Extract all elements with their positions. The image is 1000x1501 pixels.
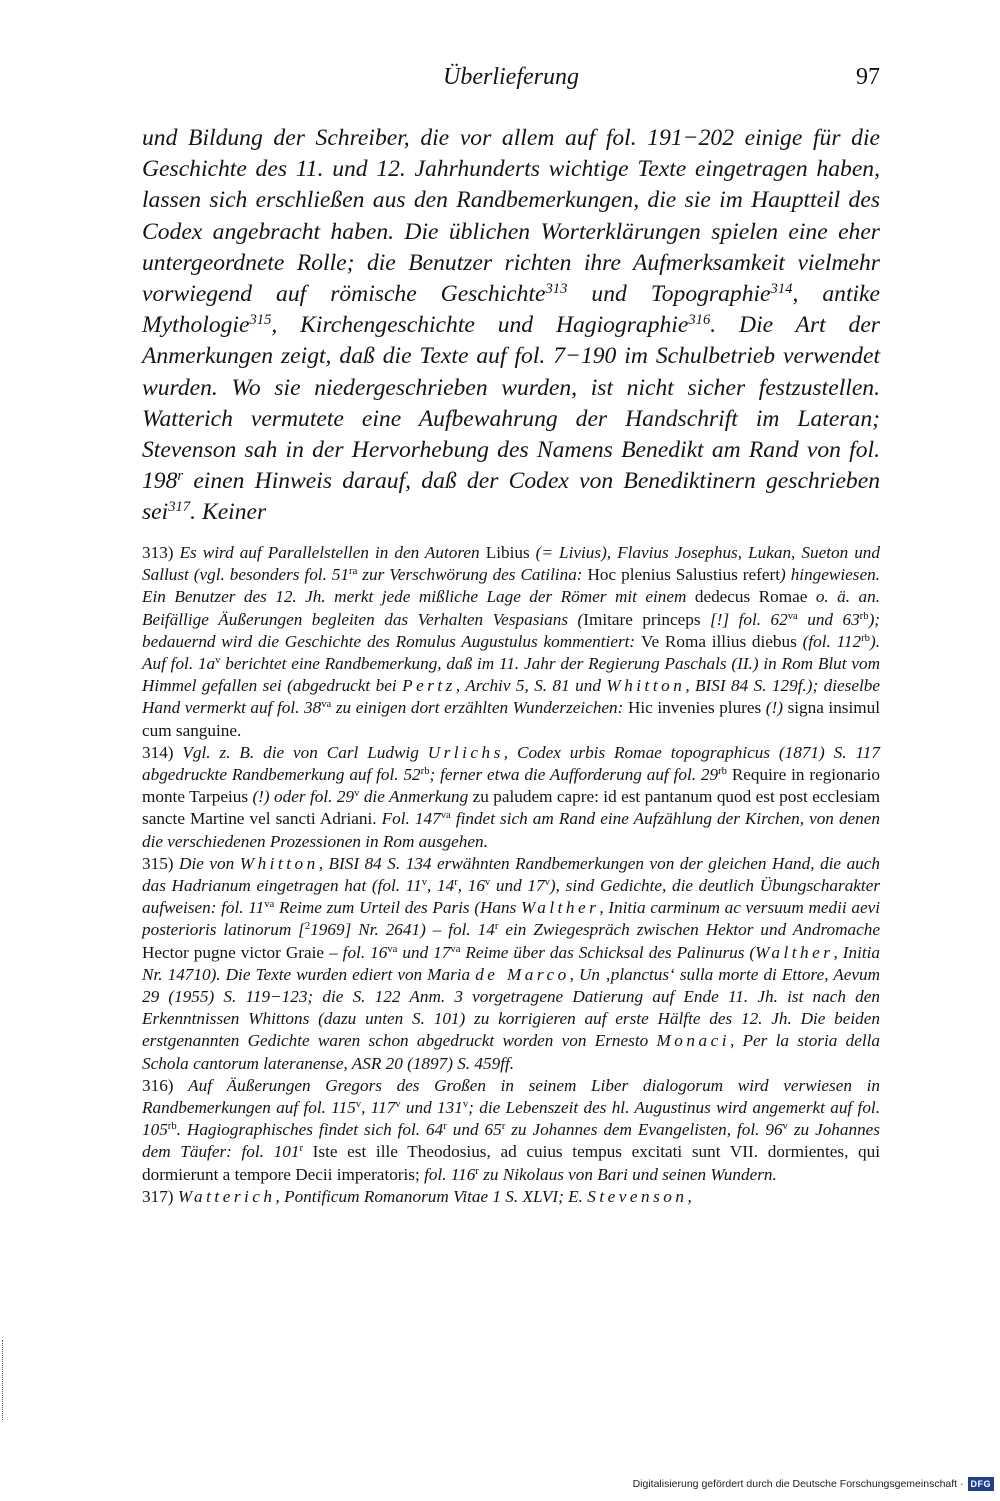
superscript: v xyxy=(355,1099,362,1111)
superscript: r xyxy=(299,1143,303,1155)
superscript: ra xyxy=(349,566,358,578)
text-run: berichtet eine Randbemerkung, daß im 11. Jahr der Regierung Paschals (II.) in Rom Blut vom Himmel gefallen sei (abgedruckt bei xyxy=(142,654,880,696)
roman-text-run: 315) xyxy=(142,853,180,873)
text-run: ein Zwiegespräch zwischen Hektor und Andromache xyxy=(498,920,880,940)
superscript: va xyxy=(264,899,275,911)
roman-text-run: Require in regionario monte Tarpeius xyxy=(142,765,880,807)
text-run: (fol. 112 xyxy=(796,631,862,651)
footnote xyxy=(142,542,880,742)
roman-text-run: signa insimul cum sanguine. xyxy=(142,698,880,740)
main-paragraph xyxy=(142,123,880,529)
text-run: Die von xyxy=(179,853,240,873)
text-run: ; ferner etwa die Aufforderung auf fol. 29 xyxy=(429,765,719,785)
superscript: va xyxy=(440,810,451,822)
superscript: r xyxy=(501,1121,506,1133)
author-name: Urlichs xyxy=(427,742,504,762)
superscript: rb xyxy=(420,766,430,778)
text-run xyxy=(303,1142,313,1161)
superscript: rb xyxy=(718,766,727,778)
text-run: Vgl. z. B. die von Carl Ludwig xyxy=(182,742,428,762)
superscript: v xyxy=(782,1121,788,1133)
text-run: , Un ‚planctus‘ sulla morte di Ettore, Aevum 29 (1955) S. 119−123; die S. 122 Anm. 3 vorgetragene Datierung auf Ende 11. Jh. ist nach den Erkenntnissen Whittons (dazu unten S. 101) zu korrigieren auf erste Hälfte des 12. Jh. Die beiden erstgenannten Gedichte waren schon abgedruckt worden von Ernesto xyxy=(142,964,880,1051)
text-run: Fol. 147 xyxy=(376,809,441,829)
superscript: 315 xyxy=(249,312,272,329)
superscript: v xyxy=(462,1099,469,1111)
text-run: und 131 xyxy=(400,1098,463,1118)
roman-text-run: 313) xyxy=(142,543,180,562)
text-run: Es wird auf Parallelstellen in den Autoren xyxy=(179,543,486,562)
footnotes xyxy=(142,542,880,1208)
text-run: ; die Lebenszeit des hl. Augustinus wird angemerkt auf fol. 105 xyxy=(142,1098,880,1140)
text-run: , Kirchengeschichte und Hagiographie xyxy=(271,312,689,339)
running-header xyxy=(142,64,880,100)
text-run: einen Hinweis darauf, daß der Codex von Benediktinern geschrieben sei xyxy=(142,468,880,526)
author-name: Watterich xyxy=(177,1186,276,1206)
superscript: v xyxy=(215,655,221,667)
roman-text-run: Imitare princeps xyxy=(583,609,701,629)
roman-text-run: Iste est ille Theodosius, ad cuius tempus excitati sunt VII. dormientes, qui dormierunt a tempore Decii imperatoris; xyxy=(142,1142,880,1184)
author-name: Monaci xyxy=(656,1031,730,1051)
text-run: , 14 xyxy=(427,876,455,896)
roman-text-run: Hector pugne victor Graie xyxy=(142,942,325,962)
superscript: v xyxy=(395,1099,401,1111)
superscript: va xyxy=(321,699,332,711)
text-run: , Initia carminum ac versuum medii aevi posterioris latinorum [ xyxy=(142,898,880,940)
footnote xyxy=(142,853,880,1075)
text-run: 1969] Nr. 2641) – fol. 14 xyxy=(310,920,495,940)
superscript: 317 xyxy=(168,499,191,516)
superscript: v xyxy=(354,788,360,800)
text-run: ), sind Gedichte, die deutlich Übungscharakter aufweisen: fol. 11 xyxy=(142,876,881,918)
text-run: und 65 xyxy=(446,1120,502,1140)
superscript: rb xyxy=(167,1121,177,1133)
text-run: , Pontificum Romanorum Vitae 1 S. XLVI; E. xyxy=(275,1186,588,1206)
text-run: , 117 xyxy=(361,1098,396,1118)
superscript: 316 xyxy=(688,312,711,329)
superscript: v xyxy=(484,877,491,889)
text-run: , 16 xyxy=(457,876,485,896)
roman-text-run: 317) xyxy=(142,1186,178,1206)
author-name: Stevenson xyxy=(587,1186,688,1206)
digitization-footer xyxy=(633,1475,994,1493)
text-run: , antike Mythologie xyxy=(142,281,880,339)
text-run: [!] fol. 62 xyxy=(700,609,788,629)
roman-text-run: Hoc plenius Salustius refert xyxy=(587,565,781,585)
author-name: Walther xyxy=(755,942,834,962)
text-run: und Bildung der Schreiber, die vor allem auf fol. 191−202 einige für die Geschichte des 11. und 12. Jahrhunderts wichtige Texte eingetragen haben, lassen sich erschließen aus den Randbemerkungen, die sie im Hauptteil des Codex angebracht haben. Die üblichen Worterklärungen spielen eine eher untergeordnete Rolle; die Benutzer richten ihre Aufmerksamkeit vielmehr vorwiegend auf römische Geschichte xyxy=(142,125,880,308)
superscript: 314 xyxy=(770,280,793,297)
superscript: rb xyxy=(861,632,870,644)
text-run: ). Auf fol. 1a xyxy=(142,631,881,674)
footnote xyxy=(142,1075,880,1186)
dfg-logo: DFG xyxy=(968,1477,995,1491)
text-run: , Archiv 5, S. 81 und xyxy=(455,676,607,696)
text-run: . Die Art der Anmerkungen zeigt, daß die Texte auf fol. 7−190 im Schulbetrieb verwendet wurden. Wo sie niedergeschrieben wurden, ist nicht sicher festzustellen. Watterich vermutete eine Aufbewahrung der Handschrift im Lateran; Stevenson sah in der Hervorhebung des Namens Benedikt am Rand von fol. 198 xyxy=(142,312,880,495)
superscript: va xyxy=(450,943,461,955)
text-run: Reime zum Urteil des Paris (Hans xyxy=(274,898,522,918)
text-run: , Per la storia della Schola cantorum lateranense, ASR 20 (1897) S. 459ff. xyxy=(142,1031,880,1073)
text-run: zur Verschwörung des Catilina: xyxy=(357,565,588,585)
roman-text-run: Libius xyxy=(485,543,530,562)
text-run: zu Nikolaus von Bari und seinen Wundern. xyxy=(478,1164,777,1184)
roman-text-run: dedecus Romae xyxy=(694,587,808,607)
footnote xyxy=(142,1186,880,1208)
superscript: r xyxy=(494,921,499,933)
footer-credit: Digitalisierung gefördert durch die Deutsche Forschungsgemeinschaft · xyxy=(632,1478,964,1490)
text-run: fol. 116 xyxy=(419,1164,476,1184)
superscript: r xyxy=(454,877,458,889)
text-run: . Keiner xyxy=(190,499,267,526)
superscript: 2 xyxy=(304,921,311,933)
footnote xyxy=(142,742,880,853)
text-run: Auf Äußerungen Gregors des Großen in seinem Liber dialogorum wird verwiesen in Randbemerkungen auf fol. 115 xyxy=(142,1075,880,1118)
superscript: v xyxy=(544,877,550,889)
text-run: (= Livius), Flavius Josephus, Lukan, Sueton und Sallust (vgl. besonders fol. 51 xyxy=(142,543,880,585)
text-run: die Anmerkung xyxy=(359,787,473,807)
roman-text-run: zu paludem capre: id est pantanum quod est post ecclesiam sancte Martine vel sancti Adriani. xyxy=(142,787,880,829)
superscript: va xyxy=(787,610,798,622)
superscript: va xyxy=(387,943,398,955)
roman-text-run: Ve Roma illius diebus xyxy=(640,631,797,651)
text-run: und 63 xyxy=(797,609,860,629)
page-number: 97 xyxy=(856,64,880,90)
text-run: , BISI 84 S. 134 erwähnten Randbemerkungen von der gleichen Hand, die auch das Hadrianum eingetragen hat (fol. 11 xyxy=(142,853,881,896)
text-run: , xyxy=(687,1186,692,1206)
superscript: r xyxy=(177,468,184,485)
roman-text-run: 314) xyxy=(142,742,183,762)
text-run: ) hingewiesen. Ein Benutzer des 12. Jh. merkt jede mißliche Lage der Römer mit einem xyxy=(142,565,880,607)
text-run: zu Johannes dem Evangelisten, fol. 96 xyxy=(505,1120,783,1140)
author-name: Whitton xyxy=(239,853,319,873)
text-run: (!) xyxy=(761,698,788,718)
author-name: Pertz xyxy=(402,676,456,696)
text-run: und Topographie xyxy=(567,281,771,308)
text-run: ); bedauernd wird die Geschichte des Romulus Augustulus kommentiert: xyxy=(142,609,881,651)
author-name: de Marco xyxy=(475,964,570,984)
roman-text-run: 316) xyxy=(142,1075,189,1095)
superscript: v xyxy=(421,877,428,889)
text-run: zu einigen dort erzählten Wunderzeichen: xyxy=(331,698,628,718)
text-run: – fol. 16 xyxy=(324,942,388,962)
author-name: Whitton xyxy=(606,676,686,696)
text-run: und 17 xyxy=(397,942,451,962)
text-run: o. ä. an. Beifällige Äußerungen begleiten das Verhalten Vespasians ( xyxy=(142,587,880,629)
text-run: , Initia Nr. 14710). Die Texte wurden ediert von Maria xyxy=(142,942,880,984)
text-run: findet sich am Rand eine Aufzählung der Kirchen, von denen die verschiedenen Prozessionen in Rom ausgehen. xyxy=(142,809,880,851)
superscript: r xyxy=(475,1165,479,1177)
superscript: 313 xyxy=(545,280,568,297)
superscript: r xyxy=(443,1121,447,1133)
text-run: Reime über das Schicksal des Palinurus ( xyxy=(460,942,756,962)
superscript: rb xyxy=(859,610,869,622)
running-title: Überlieferung xyxy=(443,64,579,90)
scan-edge-mark xyxy=(2,1340,4,1420)
text-run: . Hagiographisches findet sich fol. 64 xyxy=(176,1120,444,1140)
text-run: , BISI 84 S. 129f.); dieselbe Hand vermerkt auf fol. 38 xyxy=(142,676,880,718)
text-run: zu Johannes dem Täufer: fol. 101 xyxy=(142,1120,880,1162)
author-name: Walther xyxy=(521,898,600,918)
text-run: (!) oder fol. 29 xyxy=(248,787,355,807)
roman-text-run: Hic invenies plures xyxy=(627,698,762,718)
text-run: , Codex urbis Romae topographicus (1871) S. 117 abgedruckte Randbemerkung auf fol. 52 xyxy=(142,742,880,785)
text-run: und 17 xyxy=(490,876,545,896)
